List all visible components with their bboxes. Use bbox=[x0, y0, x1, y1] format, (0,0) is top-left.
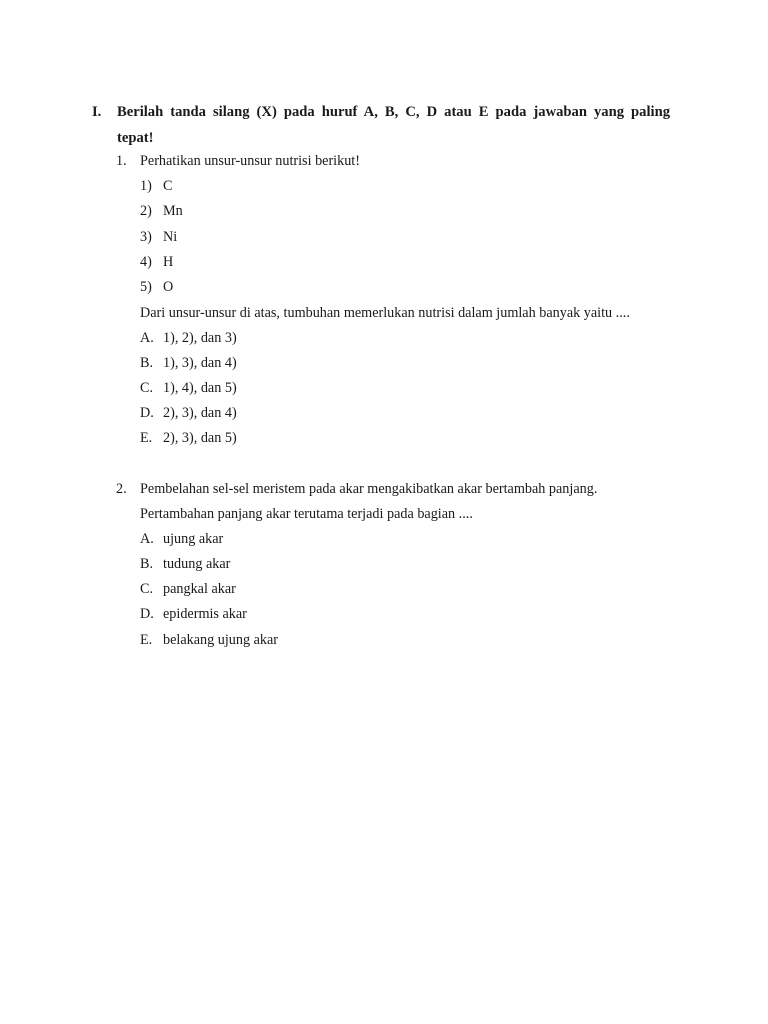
question-1-stem: Dari unsur-unsur di atas, tumbuhan memerlukan nutrisi dalam jumlah banyak yaitu .... bbox=[140, 305, 630, 321]
list-item-text: C bbox=[163, 178, 173, 194]
list-item-text: Mn bbox=[163, 203, 183, 219]
question-2-number: 2. bbox=[116, 481, 127, 497]
option-label: E. bbox=[140, 430, 153, 446]
option-label: B. bbox=[140, 556, 154, 572]
option-label: B. bbox=[140, 355, 154, 371]
option-label: C. bbox=[140, 380, 154, 396]
option-text: 1), 4), dan 5) bbox=[163, 380, 237, 396]
option-label: D. bbox=[140, 405, 154, 421]
option-label: A. bbox=[140, 531, 154, 547]
question-2-stem: Pertambahan panjang akar terutama terjadi pada bagian .... bbox=[140, 506, 473, 522]
list-item-label: 5) bbox=[140, 279, 152, 295]
option-label: E. bbox=[140, 632, 153, 648]
list-item-label: 4) bbox=[140, 254, 152, 270]
option-text: pangkal akar bbox=[163, 581, 236, 597]
instruction-line-1: Berilah tanda silang (X) pada huruf A, B, C, D atau E pada jawaban yang paling bbox=[117, 104, 670, 120]
question-1-prompt: Perhatikan unsur-unsur nutrisi berikut! bbox=[140, 153, 360, 169]
section-number: I. bbox=[92, 104, 102, 120]
list-item-text: H bbox=[163, 254, 174, 270]
option-text: ujung akar bbox=[163, 531, 224, 547]
option-label: A. bbox=[140, 330, 154, 346]
instruction-line-2: tepat! bbox=[117, 130, 154, 146]
option-text: belakang ujung akar bbox=[163, 632, 279, 648]
option-text: epidermis akar bbox=[163, 606, 247, 622]
option-text: 2), 3), dan 5) bbox=[163, 430, 237, 446]
list-item-text: Ni bbox=[163, 229, 178, 245]
option-text: 1), 2), dan 3) bbox=[163, 330, 237, 346]
list-item-label: 2) bbox=[140, 203, 152, 219]
question-2-prompt: Pembelahan sel-sel meristem pada akar mengakibatkan akar bertambah panjang. bbox=[140, 481, 598, 497]
option-text: 1), 3), dan 4) bbox=[163, 355, 237, 371]
list-item-text: O bbox=[163, 279, 174, 295]
question-1-number: 1. bbox=[116, 153, 127, 169]
option-label: C. bbox=[140, 581, 154, 597]
option-text: tudung akar bbox=[163, 556, 231, 572]
option-label: D. bbox=[140, 606, 154, 622]
list-item-label: 3) bbox=[140, 229, 152, 245]
option-text: 2), 3), dan 4) bbox=[163, 405, 237, 421]
list-item-label: 1) bbox=[140, 178, 152, 194]
